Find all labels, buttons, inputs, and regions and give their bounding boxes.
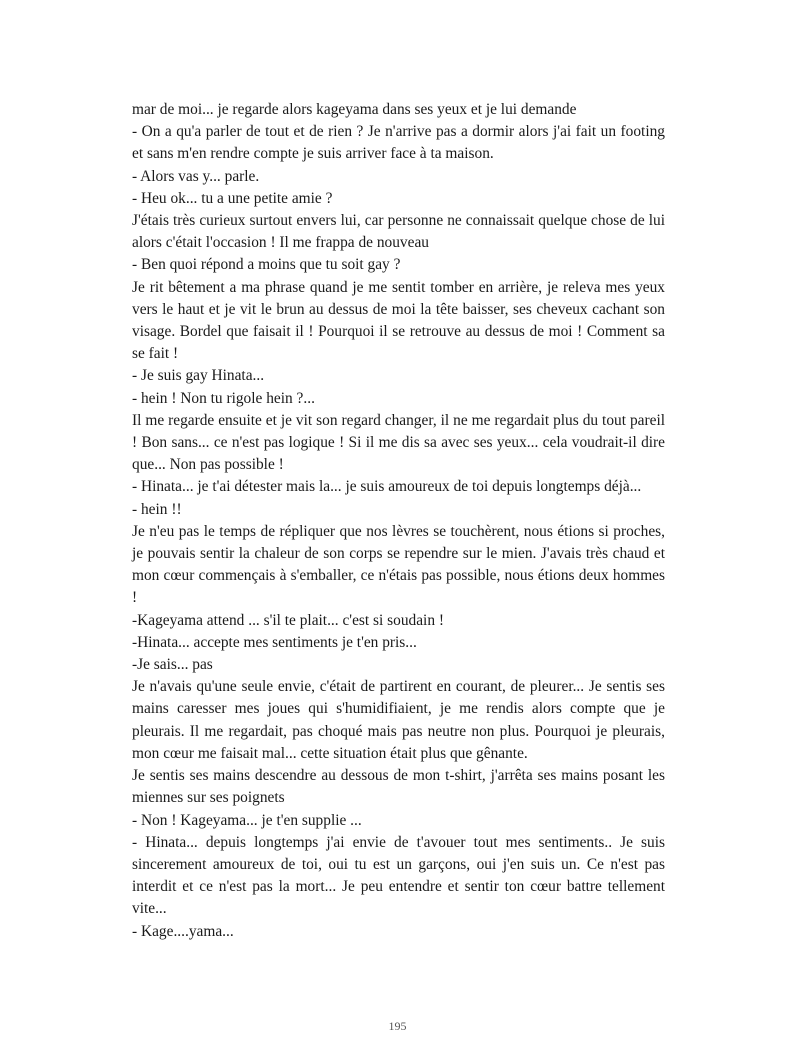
paragraph: Je rit bêtement a ma phrase quand je me sentit tomber en arrière, je releva mes yeux vers le haut et je vit le brun au dessus de moi la tête baisser, ses cheveux cachant son visage. Bordel que faisait il ! Pourquoi il se retrouve au dessus de moi ! Comment sa se fait !	[132, 278, 665, 363]
paragraph: Je sentis ses mains descendre au dessous de mon t-shirt, j'arrêta ses mains posant les miennes sur ses poignets	[132, 767, 665, 807]
paragraph: Je n'eu pas le temps de répliquer que nos lèvres se touchèrent, nous étions si proches, je pouvais sentir la chaleur de son corps se rependre sur le mien. J'avais très chaud et mon cœur commençais à s'emballer, ce n'étais pas possible, nous étions deux hommes !	[132, 522, 665, 607]
paragraph: - Kage....yama...	[132, 922, 234, 940]
paragraph: Je n'avais qu'une seule envie, c'était de partirent en courant, de pleurer... Je sentis ses mains caresser mes joues qui s'humidifiaient, je me rendis alors compte que je pleurais. Il me regardait, pas choqué mais pas neutre non plus. Pourquoi je pleurais, mon cœur me faisait mal... cette situation était plus que gênante.	[132, 678, 665, 762]
page-number: 195	[388, 1019, 407, 1033]
paragraph: -Kageyama attend ... s'il te plait... c'est si soudain !	[132, 611, 444, 629]
paragraph: - Alors vas y... parle.	[132, 167, 260, 185]
paragraph: - Hinata... je t'ai détester mais la... je suis amoureux de toi depuis longtemps déjà...	[132, 478, 642, 496]
paragraph: - Ben quoi répond a moins que tu soit gay ?	[132, 256, 401, 274]
paragraph: J'étais très curieux surtout envers lui, car personne ne connaissait quelque chose de lui alors c'était l'occasion ! Il me frappa de nouveau	[132, 212, 665, 252]
paragraph: - Heu ok... tu a une petite amie ?	[132, 189, 333, 207]
body-text	[132, 99, 665, 943]
paragraph: Il me regarde ensuite et je vit son regard changer, il ne me regardait plus du tout pareil ! Bon sans... ce n'est pas logique ! Si il me dis sa avec ses yeux... cela voudrait-il dire que... Non pas possible !	[132, 411, 665, 474]
paragraph: -Hinata... accepte mes sentiments je t'en pris...	[132, 633, 417, 651]
paragraph: - Hinata... depuis longtemps j'ai envie de t'avouer tout mes sentiments.. Je suis sincerement amoureux de toi, oui tu est un garçons, oui j'en suis un. Ce n'est pas interdit et ce n'est pas la mort... Je peu entendre et sentir ton cœur battre tellement vite...	[132, 833, 665, 918]
paragraph: - On a qu'a parler de tout et de rien ? Je n'arrive pas a dormir alors j'ai fait un footing et sans m'en rendre compte je suis arriver face à ta maison.	[132, 123, 665, 163]
paragraph: - Je suis gay Hinata...	[132, 367, 265, 385]
paragraph: - Non ! Kageyama... je t'en supplie ...	[132, 811, 362, 829]
paragraph: - hein ! Non tu rigole hein ?...	[132, 389, 315, 407]
paragraph: mar de moi... je regarde alors kageyama dans ses yeux et je lui demande	[132, 101, 577, 118]
paragraph: - hein !!	[132, 500, 182, 518]
paragraph: -Je sais... pas	[132, 656, 213, 674]
